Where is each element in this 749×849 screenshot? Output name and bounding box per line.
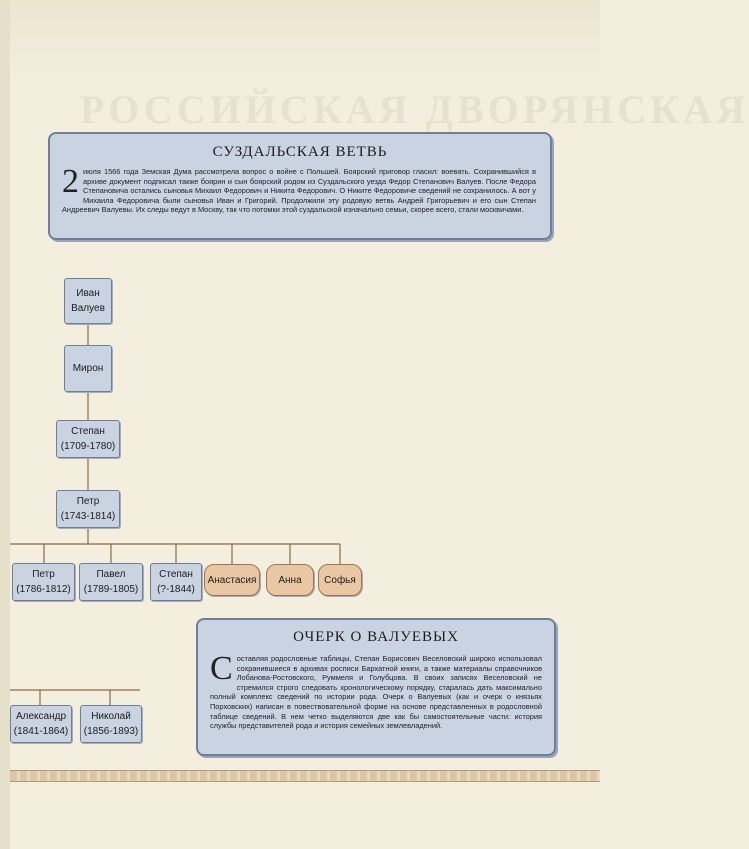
node-ivan-surname: Валуев (71, 303, 105, 314)
node-petr-1743-name: Петр (76, 496, 100, 507)
ghost-heading: РОССИЙСКАЯ ДВОРЯНСКАЯ (80, 87, 749, 132)
node-stepan-1844-years: (?-1844) (157, 584, 195, 595)
node-sofia (318, 564, 362, 596)
essay-title: ОЧЕРК О ВАЛУЕВЫХ (293, 629, 459, 645)
node-pavel-name: Павел (96, 569, 126, 580)
node-alexandr (10, 705, 72, 743)
node-petr-1743 (56, 490, 120, 528)
node-stepan-1844-name: Степан (159, 569, 193, 580)
node-petr-1743-years: (1743-1814) (60, 511, 116, 522)
node-stepan-1709-name: Степан (71, 426, 105, 437)
node-stepan-1709 (56, 420, 120, 458)
node-ivan-name: Иван (76, 288, 100, 299)
node-anna (266, 564, 314, 596)
node-pavel-years: (1789-1805) (83, 584, 139, 595)
node-stepan-1844 (150, 563, 202, 601)
node-anastasia (204, 564, 260, 596)
node-petr-1786-years: (1786-1812) (16, 584, 71, 595)
suzdal-branch-title: СУЗДАЛЬСКАЯ ВЕТВЬ (212, 144, 388, 160)
node-alexandr-name: Александр (15, 711, 67, 722)
node-miron-name: Мирон (72, 363, 104, 374)
node-nikolai-years: (1856-1893) (83, 726, 139, 737)
node-nikolai (80, 705, 142, 743)
node-sofia-name: Софья (324, 574, 356, 586)
essay-panel (196, 618, 556, 756)
bottom-decorative-rule (10, 770, 600, 782)
node-pavel (79, 563, 143, 601)
essay-dropcap: С (210, 650, 233, 687)
node-anastasia-name: Анастасия (207, 574, 257, 586)
suzdal-dropcap: 2 (62, 163, 79, 200)
node-miron (64, 345, 112, 392)
suzdal-body: июля 1566 года Земская Дума рассмотрела вопрос о войне с Польшей. Боярский приговор гласил: воевать. Сохранившийся в архиве документ подписал также боярин и сын боярский родом из Суздальского уезда Федор Степанович Валуев. После Федора Степановича остались сыновья Михаил Федорович и Никита Федорович. О Никите Федоровиче сведений не сохранилось. А вот у Михаила Федоровича были сыновья Иван и Григорий. Продолжили эту родовую ветвь Андрей Григорьевич и его сын Степан Андреевич Валуевы. Их следы ведут в Москву, так что потомки этой суздальской изначально семьи, скорее всего, стали москвичами. (62, 167, 536, 215)
node-anna-name: Анна (278, 574, 302, 586)
node-petr-1786-name: Петр (32, 569, 55, 580)
node-stepan-1709-years: (1709-1780) (60, 441, 116, 452)
essay-text (210, 650, 542, 731)
node-petr-1786 (12, 563, 75, 601)
essay-body: оставляя родословные таблицы, Степан Борисович Веселовский широко использовал сохранившиеся в архивах росписи Бархатной книги, а также материалы справочников Лобанова-Ростовского, Руммеля и Голубцова. В своих записях Веселовский не стремился строго следовать хронологическому порядку, старалась дать максимально полный комплекс сведений по истории рода. Очерк о Валуевых (как и очерк о князьях Порховских) написан в повествовательной форме на основе представленных в родословной таблице сведений. В нем четко выделяются две как бы самостоятельные части: история службы представителей рода и история семейных землевладений. (210, 654, 542, 731)
node-nikolai-name: Николай (91, 711, 131, 722)
node-ivan (64, 278, 112, 324)
node-alexandr-years: (1841-1864) (13, 726, 69, 737)
